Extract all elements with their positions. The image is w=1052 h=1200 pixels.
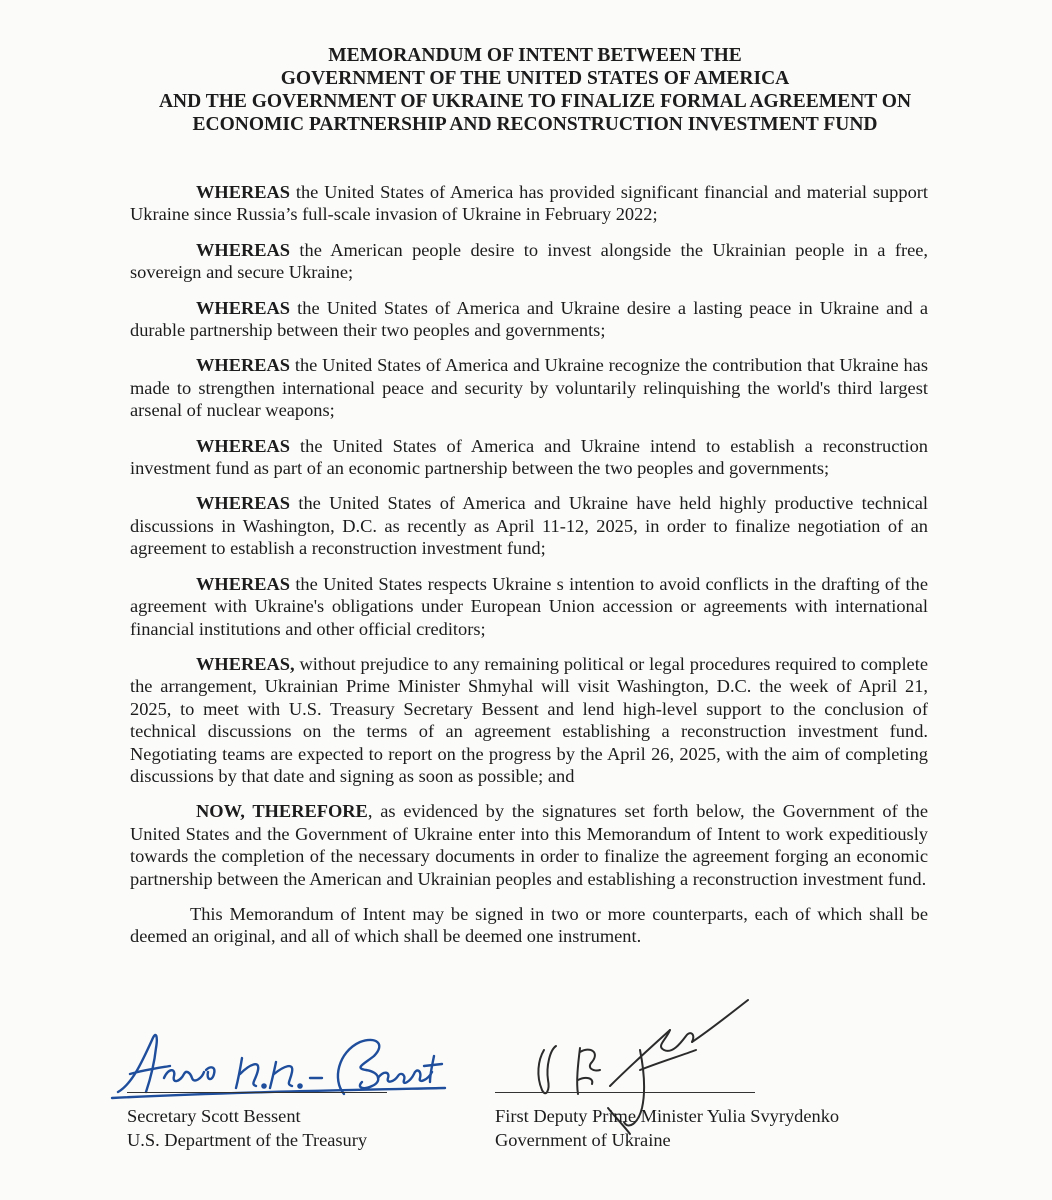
whereas-clause-8 [130, 653, 928, 787]
clause-keyword: WHEREAS [196, 355, 291, 376]
whereas-clause-5 [130, 435, 928, 480]
whereas-clause-6 [130, 492, 928, 559]
signature-line-left [127, 1092, 387, 1093]
clause-keyword: WHEREAS, [196, 653, 295, 674]
title-line-3: AND THE GOVERNMENT OF UKRAINE TO FINALIZE FORMAL AGREEMENT ON [158, 91, 912, 112]
clause-text: the United States of America and Ukraine desire a lasting peace in Ukraine and a durable partnership between their two peoples and governments; [130, 297, 928, 341]
title-line-1: MEMORANDUM OF INTENT BETWEEN THE [328, 45, 742, 66]
signatory-organization: U.S. Department of the Treasury [127, 1130, 368, 1150]
clause-text: the American people desire to invest alongside the Ukrainian people in a free, sovereign and secure Ukraine; [130, 239, 928, 283]
clause-text: the United States of America and Ukraine recognize the contribution that Ukraine has made to strengthen international peace and security by voluntarily relinquishing the world's third largest arsenal of nuclear weapons; [130, 355, 928, 421]
signatory-name: Secretary Scott Bessent [127, 1106, 301, 1126]
signatory-organization: Government of Ukraine [495, 1130, 671, 1150]
title-line-2: GOVERNMENT OF THE UNITED STATES OF AMERICA [280, 68, 790, 89]
title-line-4: ECONOMIC PARTNERSHIP AND RECONSTRUCTION INVESTMENT FUND [192, 114, 878, 135]
whereas-clause-4 [130, 354, 928, 421]
signatory-ukraine [495, 1104, 839, 1152]
clause-text: , as evidenced by the signatures set forth below, the Government of the United States and the Government of Ukraine enter into this Memorandum of Intent to work expeditiously towards the completion of the necessary documents in order to finalize the agreement forging an economic partnership between the American and Ukrainian peoples and establishing a reconstruction investment fund. [130, 801, 928, 889]
clause-keyword: WHEREAS [196, 573, 291, 594]
signatory-name: First Deputy Prime Minister Yulia Svyrydenko [495, 1106, 840, 1126]
clause-text: the United States of America has provided significant financial and material support Ukraine since Russia’s full-scale invasion of Ukraine in February 2022; [130, 182, 928, 225]
whereas-clause-1 [130, 181, 928, 226]
clause-keyword: WHEREAS [196, 493, 291, 514]
clause-text: the United States of America and Ukraine intend to establish a reconstruction investment fund as part of an economic partnership between the two peoples and governments; [130, 435, 928, 479]
now-therefore-clause [130, 800, 928, 890]
clause-text: without prejudice to any remaining political or legal procedures required to complete the arrangement, Ukrainian Prime Minister Shmyhal will visit Washington, D.C. the week of April 21, 2025, to meet with U.S. Treasury Secretary Bessent and lend high-level support to the conclusion of technical discussions on the terms of an agreement establishing a reconstruction investment fund. Negotiating teams are expected to report on the progress by the April 26, 2025, with the aim of completing discussions by that date and signing as soon as possible; and [130, 653, 928, 786]
clause-text: the United States of America and Ukraine have held highly productive technical discussions in Washington, D.C. as recently as April 11-12, 2025, in order to finalize negotiation of an agreement to establish a reconstruction investment fund; [130, 493, 928, 559]
clause-keyword: WHEREAS [196, 182, 291, 202]
clause-keyword: WHEREAS [196, 239, 291, 260]
document-body [130, 181, 928, 961]
clause-keyword: WHEREAS [196, 297, 291, 318]
clause-keyword: NOW, THEREFORE [196, 801, 368, 822]
clause-text: the United States respects Ukraine s intention to avoid conflicts in the drafting of the agreement with Ukraine's obligations under European Union accession or agreements with international financial institutions and other official creditors; [130, 573, 928, 639]
whereas-clause-2 [130, 239, 928, 284]
whereas-clause-3 [130, 297, 928, 342]
signatory-us [127, 1104, 367, 1152]
document-title [100, 44, 970, 136]
signature-line-right [495, 1092, 755, 1093]
signature-bessent-image [110, 1022, 450, 1102]
clause-keyword: WHEREAS [196, 435, 291, 456]
whereas-clause-7 [130, 573, 928, 640]
counterparts-clause: This Memorandum of Intent may be signed in two or more counterparts, each of which shall be deemed an original, and all of which shall be deemed one instrument. [130, 903, 928, 947]
